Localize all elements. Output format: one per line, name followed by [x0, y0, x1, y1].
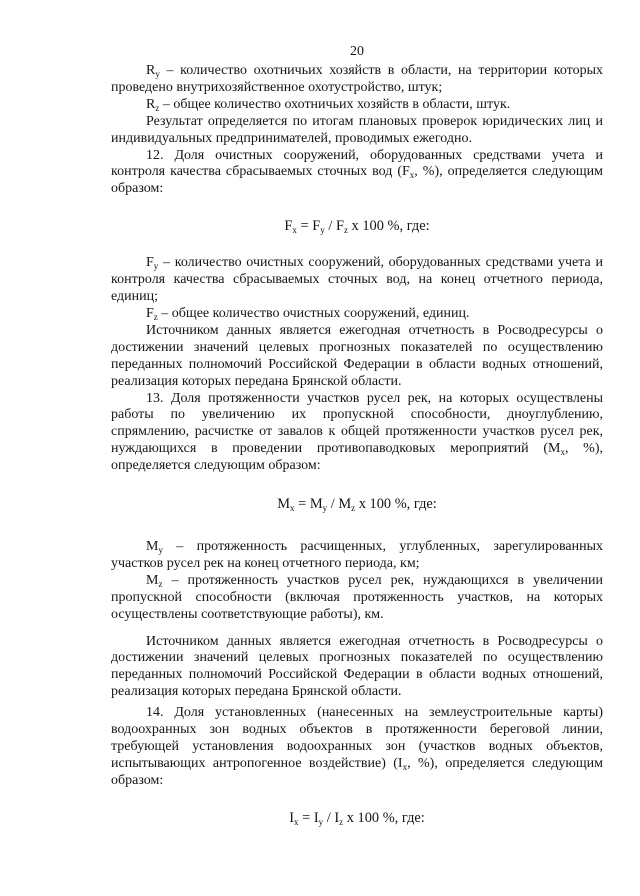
definition-rz: $R_z$ – общее количество охотничьих хозяйств в области, штук.	[146, 96, 511, 113]
formula-ix: $I_x = I_y / I_z$ x 100 %, где:	[289, 809, 425, 827]
formula-mx: $M_x = M_y / M_z$ x 100 %, где:	[277, 496, 437, 514]
document-page	[111, 42, 603, 827]
item-14-paragraph: 14. Доля установленных (нанесенных на землеустроительные карты) водоохранных зон водных объектов в протяженности береговой линии, требующей установления водоохранных зон (участков водных объектов, испытывающих антропогенное воздействие) ($I_x$, %), определяется следующим образом:	[111, 705, 603, 788]
definition-my: $M_y$ – протяженность расчищенных, углубленных, зарегулированных участков русел рек на конец отчетного периода, км;	[111, 539, 603, 571]
page-number: 20	[350, 44, 364, 59]
definition-fz: $F_z$ – общее количество очистных сооружений, единиц.	[146, 305, 470, 322]
item-12-paragraph: 12. Доля очистных сооружений, оборудованных средствами учета и контроля качества сбрасываемых сточных вод ($F_x$, %), определяется следующим образом:	[111, 147, 603, 197]
definition-mz: $M_z$ – протяженность участков русел рек, нуждающихся в увеличении пропускной способности (включая протяженность участков, на которых осуществлены соответствующие работы), км.	[111, 572, 603, 622]
formula-fx: $F_x = F_y / F_z$ x 100 %, где:	[284, 218, 430, 236]
definition-fy: $F_y$ – количество очистных сооружений, оборудованных средствами учета и контроля качества сбрасываемых сточных вод, на конец отчетного периода, единиц;	[111, 255, 603, 305]
definition-ry: $R_y$ – количество охотничьих хозяйств в области, на территории которых проведено внутрихозяйственное охотустройство, штук;	[111, 63, 603, 95]
data-source-paragraph-1: Источником данных является ежегодная отчетность в Росводресурсы о достижении значений целевых прогнозных показателей по осуществлению переданных полномочий Российской Федерации в области водных отношений, реализация которых передана Брянской области.	[111, 322, 603, 389]
result-paragraph: Результат определяется по итогам плановых проверок юридических лиц и индивидуальных предпринимателей, проводимых ежегодно.	[111, 113, 603, 146]
data-source-paragraph-2: Источником данных является ежегодная отчетность в Росводресурсы о достижении значений целевых прогнозных показателей по осуществлению переданных полномочий Российской Федерации в области водных отношений, реализация которых передана Брянской области.	[111, 633, 603, 700]
item-13-paragraph: 13. Доля протяженности участков русел рек, на которых осуществлены работы по увеличению их пропускной способности, дноуглублению, спрямлению, расчистке от завалов к общей протяженности участков русел рек, нуждающихся в проведении противопаводковых мероприятий ($M_x$, %), определяется следующим образом:	[111, 390, 603, 474]
